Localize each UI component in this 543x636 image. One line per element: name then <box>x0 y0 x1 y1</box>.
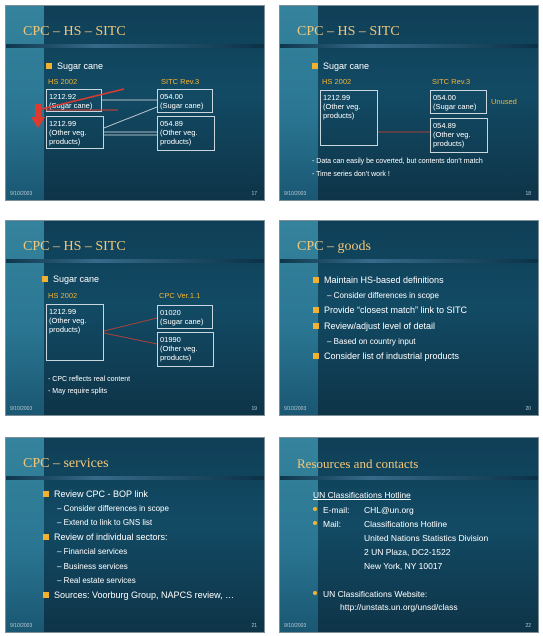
left-column-heading: HS 2002 <box>48 77 78 86</box>
list-item: Review of individual sectors: <box>43 532 168 542</box>
list-item: Sources: Voorburg Group, NAPCS review, … <box>43 590 234 600</box>
sitc-code-box: 054.89 (Other veg. products) <box>157 116 215 151</box>
mail-address-line: United Nations Statistics Division <box>364 533 489 543</box>
list-item: Provide “closest match” link to SITC <box>313 305 467 315</box>
slide-number: 19 <box>251 406 257 412</box>
slide-title: Resources and contacts <box>297 456 419 471</box>
slide-date: 9/10/2003 <box>10 191 33 197</box>
email-value: CHL@un.org <box>364 505 414 515</box>
slide-20[interactable] <box>279 220 539 416</box>
right-column-heading: CPC Ver.1.1 <box>159 291 201 300</box>
bullet-square-icon <box>313 353 319 359</box>
bullet-square-icon <box>43 592 49 598</box>
slide-title: CPC – goods <box>297 239 371 254</box>
title-rule <box>280 259 538 263</box>
bullet-sugar-cane: Sugar cane <box>312 61 369 71</box>
note-line: - Time series don’t work ! <box>312 171 390 178</box>
slide-title: CPC – HS – SITC <box>23 239 126 254</box>
website-row: UN Classifications Website: <box>313 589 427 599</box>
down-arrow-icon <box>35 104 41 118</box>
slide-date: 9/10/2003 <box>284 191 307 197</box>
list-item: Review CPC - BOP link <box>43 489 148 499</box>
note-line: - CPC reflects real content <box>48 376 131 383</box>
note-line: - May require splits <box>48 388 108 395</box>
note-line: - Data can easily be coverted, but contents don’t match <box>312 158 483 165</box>
slide-date: 9/10/2003 <box>10 406 33 412</box>
cpc-code-box: 01990 (Other veg. products) <box>157 332 214 367</box>
hs-code-box: 1212.92 (Sugar cane) <box>46 89 102 112</box>
mapping-line <box>104 318 157 331</box>
right-column-heading: SITC Rev.3 <box>161 77 200 86</box>
mail-address-line: 2 UN Plaza, DC2-1522 <box>364 547 451 557</box>
sitc-code-box: 054.00 (Sugar cane) <box>157 89 213 113</box>
list-subitem: – Based on country input <box>327 337 416 346</box>
list-item: Maintain HS-based definitions <box>313 275 444 285</box>
bullet-square-icon <box>313 307 319 313</box>
right-column-heading: SITC Rev.3 <box>432 77 471 86</box>
slide-number: 21 <box>251 623 257 629</box>
slide-21[interactable] <box>5 437 265 633</box>
unused-label: Unused <box>491 97 517 106</box>
hs-code-box: 1212.99 (Other veg. products) <box>46 116 104 149</box>
slide-date: 9/10/2003 <box>10 623 33 629</box>
hs-code-box: 1212.99 (Other veg. products) <box>46 304 104 361</box>
slide-date: 9/10/2003 <box>284 406 307 412</box>
bullet-dot-icon <box>313 507 317 511</box>
list-item: Review/adjust level of detail <box>313 321 435 331</box>
slide-title: CPC – services <box>23 456 109 471</box>
bullet-sugar-cane: Sugar cane <box>46 61 103 71</box>
title-rule <box>280 476 538 480</box>
slide-number: 17 <box>251 191 257 197</box>
list-subitem: – Real estate services <box>57 576 136 585</box>
down-arrow-icon <box>31 117 45 128</box>
slide-number: 22 <box>525 623 531 629</box>
hotline-heading: UN Classifications Hotline <box>313 490 411 500</box>
bullet-square-icon <box>43 491 49 497</box>
bullet-dot-icon <box>313 591 317 595</box>
sitc-code-box: 054.89 (Other veg. products) <box>430 118 488 153</box>
list-item: Consider list of industrial products <box>313 351 459 361</box>
slide-22[interactable] <box>279 437 539 633</box>
mail-address-line: Classifications Hotline <box>364 519 448 529</box>
slide-17[interactable] <box>5 5 265 201</box>
mail-row: Mail: <box>313 519 341 529</box>
list-subitem: – Business services <box>57 562 128 571</box>
mapping-lines <box>6 6 264 200</box>
slide-18[interactable] <box>279 5 539 201</box>
bullet-dot-icon <box>313 521 317 525</box>
title-rule <box>6 476 264 480</box>
list-subitem: – Consider differences in scope <box>327 291 439 300</box>
left-column-heading: HS 2002 <box>48 291 78 300</box>
email-row: E-mail: <box>313 505 349 515</box>
slide-title: CPC – HS – SITC <box>297 24 400 39</box>
mail-address-line: New York, NY 10017 <box>364 561 443 571</box>
bullet-square-icon <box>313 323 319 329</box>
mapping-lines <box>6 221 264 415</box>
list-subitem: – Financial services <box>57 547 128 556</box>
slide-number: 20 <box>525 406 531 412</box>
slide-title: CPC – HS – SITC <box>23 24 126 39</box>
slide-number: 18 <box>525 191 531 197</box>
bullet-square-icon <box>313 277 319 283</box>
mapping-line <box>104 333 157 344</box>
bullet-sugar-cane: Sugar cane <box>42 274 99 284</box>
list-subitem: – Extend to link to GNS list <box>57 518 153 527</box>
list-subitem: – Consider differences in scope <box>57 504 169 513</box>
strike-arrow <box>42 89 124 109</box>
cpc-code-box: 01020 (Sugar cane) <box>157 305 213 329</box>
left-column-heading: HS 2002 <box>322 77 352 86</box>
bullet-square-icon <box>43 534 49 540</box>
slide-date: 9/10/2003 <box>284 623 307 629</box>
slide-19[interactable] <box>5 220 265 416</box>
website-link[interactable]: http://unstats.un.org/unsd/class <box>340 602 458 612</box>
sitc-code-box: 054.00 (Sugar cane) <box>430 90 487 114</box>
hs-code-box: 1212.99 (Other veg. products) <box>320 90 378 146</box>
